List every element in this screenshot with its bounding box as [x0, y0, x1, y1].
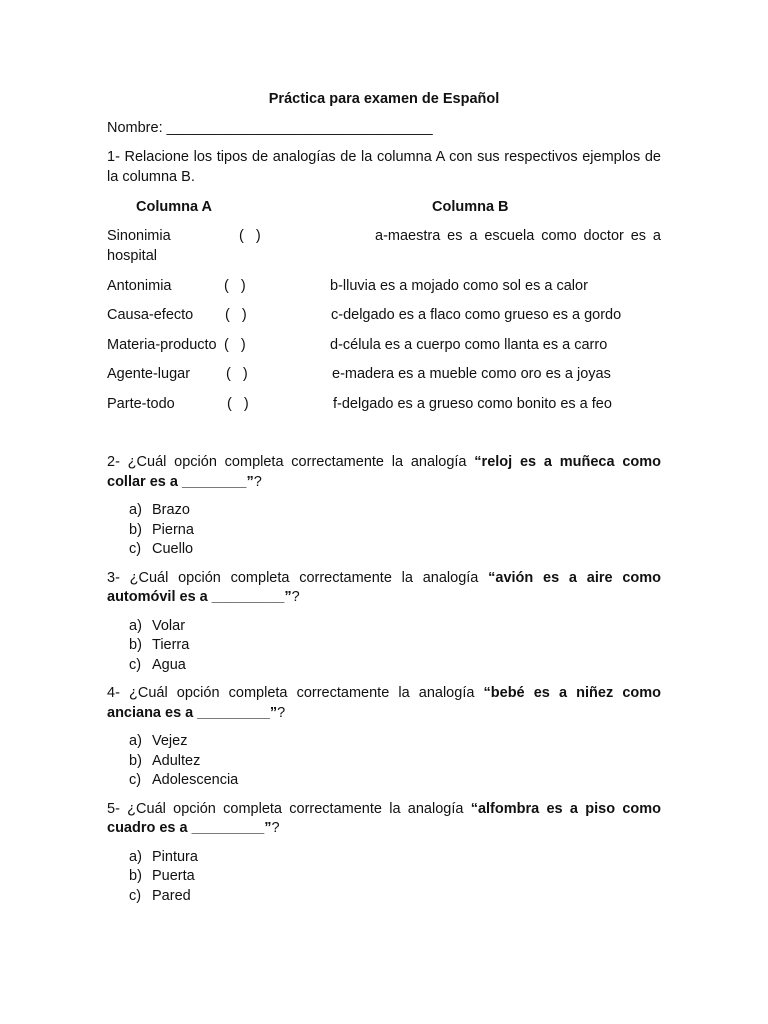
option-item [107, 636, 661, 656]
option-letter: a) [129, 617, 142, 634]
option-text: Vejez [152, 733, 188, 749]
option-text: Cuello [152, 541, 194, 557]
analogy-text: “bebé es a niñez como anciana es a _________” [107, 685, 661, 721]
option-letter: a) [129, 502, 142, 518]
option-item [107, 732, 661, 752]
option-letter: a) [129, 733, 142, 749]
question-4-options [107, 732, 661, 791]
matching-row [107, 276, 661, 296]
answer-blank: ( ) [225, 307, 247, 323]
analogy-text: “alfombra es a piso como cuadro es a _________” [107, 800, 662, 836]
option-item [107, 617, 661, 637]
analogy-text: “avión es a aire como automóvil es a _________” [107, 569, 661, 605]
option-text: Agua [152, 656, 186, 673]
option-item [107, 656, 661, 676]
option-text: Adolescencia [152, 772, 239, 788]
option-item [107, 521, 661, 541]
answer-blank: ( ) [239, 228, 261, 244]
option-item [107, 848, 661, 868]
option-letter: b) [129, 752, 142, 769]
matching-row [107, 394, 661, 414]
column-b-item: e-madera es a mueble como oro es a joyas [332, 366, 611, 382]
question-text: 3- ¿Cuál opción completa correctamente la analogía [107, 569, 489, 586]
question-mark: ? [253, 473, 262, 490]
matching-row [107, 305, 661, 325]
question-4 [107, 684, 661, 723]
question-3-options [107, 617, 661, 676]
matching-table [107, 226, 661, 414]
option-item [107, 771, 661, 791]
option-text: Tierra [152, 637, 190, 653]
option-text: Volar [152, 617, 186, 634]
column-b-item-continuation: hospital [107, 248, 157, 264]
option-text: Pintura [152, 848, 198, 865]
analogy-text: “reloj es a muñeca como collar es a ________” [107, 454, 662, 490]
question-mark: ? [291, 589, 300, 605]
option-letter: b) [129, 521, 142, 538]
column-a-header: Columna A [136, 199, 212, 215]
option-letter: b) [129, 637, 142, 653]
option-text: Pierna [152, 521, 194, 538]
column-b-header: Columna B [432, 199, 509, 215]
section-spacer [107, 423, 661, 453]
option-letter: b) [129, 868, 142, 884]
answer-blank: ( ) [224, 277, 246, 294]
option-letter: a) [129, 848, 142, 865]
column-b-item: f-delgado es a grueso como bonito es a feo [333, 395, 612, 412]
answer-blank: ( ) [227, 395, 249, 412]
question-text: 4- ¿Cuál opción completa correctamente la analogía [107, 685, 484, 701]
option-text: Brazo [152, 502, 190, 518]
question-1-instruction: 1- Relacione los tipos de analogías de la columna A con sus respectivos ejemplos de la columna B. [107, 149, 661, 185]
column-a-item: Agente-lugar [107, 366, 191, 382]
answer-blank: ( ) [224, 336, 246, 353]
option-text: Puerta [152, 868, 195, 884]
column-a-item: Materia-producto [107, 336, 217, 353]
column-headers [107, 197, 661, 217]
column-b-item: c-delgado es a flaco como grueso es a gordo [331, 307, 622, 323]
matching-row [107, 335, 661, 355]
option-letter: c) [129, 772, 142, 788]
question-mark: ? [271, 820, 280, 836]
option-letter: c) [129, 656, 142, 673]
question-text: 5- ¿Cuál opción completa correctamente la analogía [107, 800, 471, 817]
option-item [107, 867, 661, 887]
option-letter: c) [129, 887, 142, 904]
question-2-options [107, 501, 661, 560]
document-page [107, 88, 661, 915]
question-5-options [107, 848, 661, 907]
question-5 [107, 800, 661, 839]
option-text: Pared [152, 887, 191, 904]
option-text: Adultez [152, 752, 201, 769]
question-3 [107, 569, 661, 608]
column-b-item: b-lluvia es a mojado como sol es a calor [330, 277, 588, 294]
question-text: 2- ¿Cuál opción completa correctamente la analogía [107, 454, 475, 470]
question-2 [107, 453, 661, 492]
option-item [107, 752, 661, 772]
question-mark: ? [277, 704, 286, 721]
column-a-item: Sinonimia [107, 228, 171, 244]
column-a-item: Antonimia [107, 277, 172, 294]
matching-row [107, 226, 661, 266]
answer-blank: ( ) [226, 366, 248, 382]
option-item [107, 501, 661, 521]
matching-row [107, 364, 661, 384]
name-field-line: Nombre: _________________________________ [107, 120, 433, 136]
option-letter: c) [129, 541, 142, 557]
column-a-item: Causa-efecto [107, 307, 194, 323]
option-item [107, 540, 661, 560]
page-title: Práctica para examen de Español [268, 91, 500, 107]
option-item [107, 887, 661, 907]
column-a-item: Parte-todo [107, 395, 175, 412]
column-b-item: a-maestra es a escuela como doctor es a [375, 228, 661, 244]
column-b-item: d-célula es a cuerpo como llanta es a carro [330, 336, 608, 353]
